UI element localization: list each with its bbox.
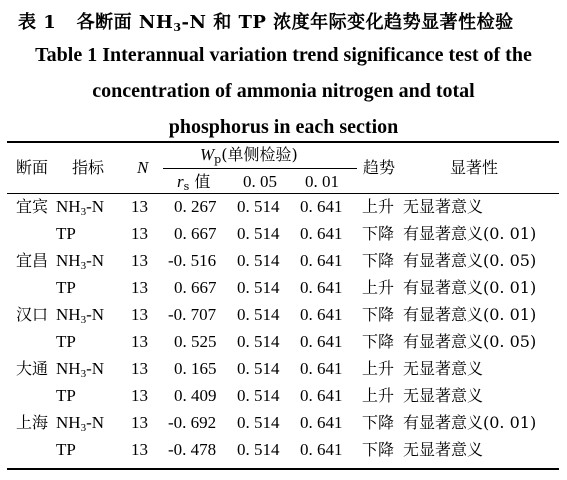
cell-w005: 0. 514: [237, 278, 280, 297]
table-title-en-line1: Table 1 Interannual variation trend significance test of the: [35, 44, 532, 66]
header-wp-underline: [163, 168, 357, 169]
cell-indicator: [56, 278, 76, 298]
cell-rs: 0. 267: [174, 197, 217, 216]
cell-indicator: [56, 359, 104, 379]
cell-rs: -0. 692: [168, 413, 217, 432]
cell-trend: 上升: [362, 278, 395, 297]
cell-rs: -0. 707: [168, 305, 217, 324]
indicator-subscript: 3: [80, 368, 87, 380]
indicator-rest: -N: [86, 413, 105, 432]
cell-trend: 下降: [362, 332, 395, 351]
cell-indicator: [56, 332, 76, 352]
cell-indicator: [56, 413, 104, 433]
header-trend: 趋势: [363, 158, 396, 177]
header-section: 断面: [16, 158, 49, 177]
cell-n: 13: [131, 224, 148, 243]
cell-trend: 下降: [362, 413, 395, 432]
indicator-main: TP: [56, 386, 76, 405]
indicator-main: NH: [56, 413, 81, 432]
cell-trend: 上升: [362, 386, 395, 405]
cell-significance: 无显著意义: [403, 359, 484, 378]
indicator-subscript: 3: [80, 314, 87, 326]
cell-w001: 0. 641: [300, 197, 343, 216]
table-top-rule: [7, 141, 559, 143]
cell-rs: 0. 165: [174, 359, 217, 378]
cell-rs: 0. 525: [174, 332, 217, 351]
cell-trend: 下降: [362, 251, 395, 270]
cell-indicator: [56, 386, 76, 406]
cell-w005: 0. 514: [237, 224, 280, 243]
cell-trend: 下降: [362, 224, 395, 243]
cell-w001: 0. 641: [300, 251, 343, 270]
header-n: N: [137, 158, 149, 177]
header-indicator: 指标: [72, 158, 105, 177]
cell-rs: 0. 409: [174, 386, 217, 405]
indicator-main: TP: [56, 224, 76, 243]
indicator-main: NH: [56, 305, 81, 324]
cell-w001: 0. 641: [300, 278, 343, 297]
table-header-rule: [7, 193, 559, 194]
cell-w005: 0. 514: [237, 413, 280, 432]
cell-trend: 上升: [362, 197, 395, 216]
indicator-rest: -N: [86, 197, 105, 216]
header-rs-symbol: r: [177, 172, 184, 191]
cell-w001: 0. 641: [300, 305, 343, 324]
cell-w001: 0. 641: [300, 332, 343, 351]
cell-significance: 有显著意义(0. 01): [403, 413, 537, 432]
cell-n: 13: [131, 332, 148, 351]
indicator-main: NH: [56, 359, 81, 378]
indicator-main: NH: [56, 251, 81, 270]
header-p001: 0. 01: [305, 172, 339, 191]
cell-n: 13: [131, 305, 148, 324]
cell-n: 13: [131, 440, 148, 459]
indicator-rest: -N: [86, 305, 105, 324]
cell-indicator: [56, 440, 76, 460]
header-rs: [177, 172, 210, 192]
indicator-subscript: 3: [80, 422, 87, 434]
title-cn-rest: -N 和 TP 浓度年际变化趋势显著性检验: [181, 12, 514, 33]
cell-rs: 0. 667: [174, 278, 217, 297]
cell-section: 宜宾: [16, 197, 49, 216]
indicator-rest: -N: [86, 359, 105, 378]
cell-significance: 无显著意义: [403, 386, 484, 405]
header-significance: 显著性: [450, 158, 499, 177]
cell-significance: 无显著意义: [403, 197, 484, 216]
cell-section: 汉口: [16, 305, 49, 324]
cell-significance: 有显著意义(0. 01): [403, 278, 537, 297]
table-title-en-line2: concentration of ammonia nitrogen and total: [92, 80, 475, 102]
cell-indicator: [56, 197, 104, 217]
cell-w005: 0. 514: [237, 386, 280, 405]
header-wp-subscript: p: [214, 153, 222, 166]
cell-n: 13: [131, 278, 148, 297]
cell-n: 13: [131, 413, 148, 432]
cell-w001: 0. 641: [300, 359, 343, 378]
cell-w001: 0. 641: [300, 386, 343, 405]
header-wp-note: (单侧检验): [221, 145, 298, 164]
cell-w005: 0. 514: [237, 251, 280, 270]
indicator-subscript: 3: [80, 206, 87, 218]
table-title-cn: [18, 8, 514, 34]
header-wp-symbol: W: [200, 145, 215, 164]
indicator-subscript: 3: [80, 260, 87, 272]
cell-trend: 下降: [362, 305, 395, 324]
cell-significance: 有显著意义(0. 01): [403, 224, 537, 243]
table-number: 表 1: [18, 12, 57, 33]
cell-rs: -0. 478: [168, 440, 217, 459]
cell-indicator: [56, 305, 104, 325]
cell-w001: 0. 641: [300, 224, 343, 243]
header-wp: [200, 145, 298, 165]
table-bottom-rule: [7, 468, 559, 470]
cell-w005: 0. 514: [237, 440, 280, 459]
cell-section: 大通: [16, 359, 49, 378]
cell-n: 13: [131, 251, 148, 270]
cell-n: 13: [131, 359, 148, 378]
indicator-rest: -N: [86, 251, 105, 270]
indicator-main: TP: [56, 440, 76, 459]
cell-significance: 无显著意义: [403, 440, 484, 459]
cell-rs: 0. 667: [174, 224, 217, 243]
header-p005: 0. 05: [243, 172, 277, 191]
header-rs-subscript: s: [183, 180, 190, 193]
cell-w005: 0. 514: [237, 332, 280, 351]
cell-w005: 0. 514: [237, 359, 280, 378]
header-rs-suffix: 值: [189, 172, 211, 191]
table-title-en-line3: phosphorus in each section: [168, 116, 399, 138]
indicator-main: TP: [56, 332, 76, 351]
indicator-main: NH: [56, 197, 81, 216]
cell-section: 上海: [16, 413, 49, 432]
cell-significance: 有显著意义(0. 05): [403, 332, 537, 351]
cell-n: 13: [131, 386, 148, 405]
cell-significance: 有显著意义(0. 05): [403, 251, 537, 270]
indicator-main: TP: [56, 278, 76, 297]
cell-indicator: [56, 251, 104, 271]
cell-section: 宜昌: [16, 251, 49, 270]
cell-w005: 0. 514: [237, 305, 280, 324]
cell-w005: 0. 514: [237, 197, 280, 216]
cell-indicator: [56, 224, 76, 244]
cell-w001: 0. 641: [300, 413, 343, 432]
cell-w001: 0. 641: [300, 440, 343, 459]
title-cn-subscript: 3: [173, 21, 182, 34]
title-cn-text: 各断面 NH: [76, 12, 174, 33]
cell-trend: 下降: [362, 440, 395, 459]
cell-significance: 有显著意义(0. 01): [403, 305, 537, 324]
cell-rs: -0. 516: [168, 251, 217, 270]
cell-n: 13: [131, 197, 148, 216]
cell-trend: 上升: [362, 359, 395, 378]
